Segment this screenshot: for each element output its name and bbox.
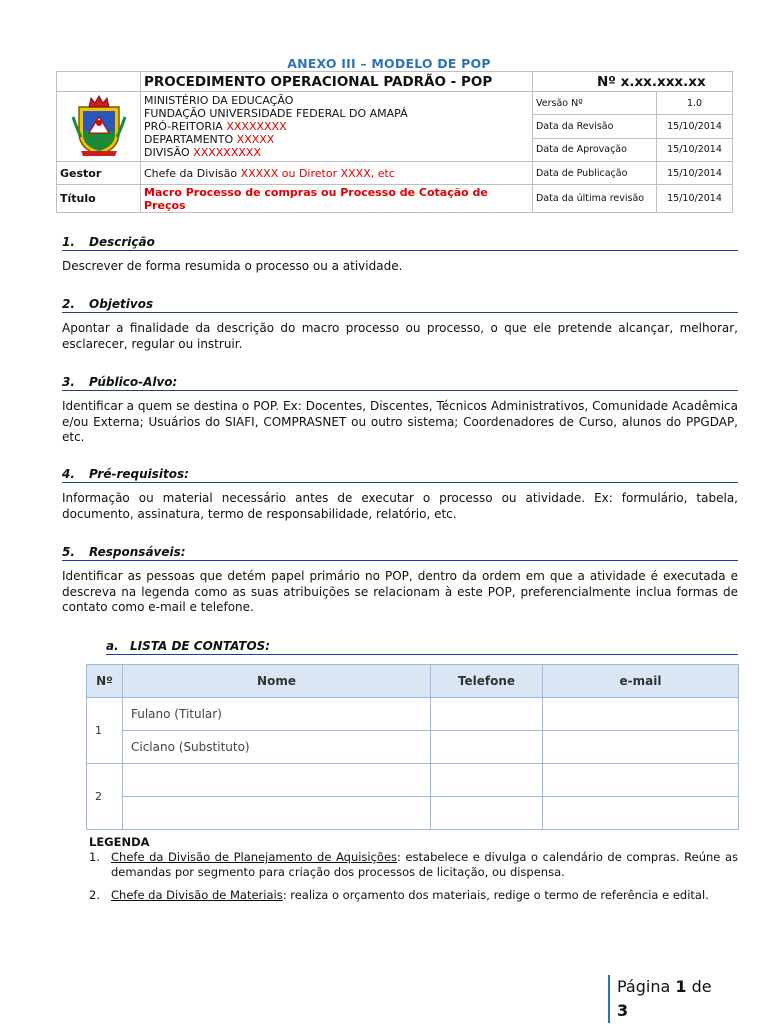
meta-value-versao: 1.0 xyxy=(657,92,733,115)
legend-term: Chefe da Divisão de Planejamento de Aquisições xyxy=(111,850,398,864)
organization-block xyxy=(141,92,533,162)
meta-label-revisao: Data da Revisão xyxy=(533,115,657,138)
section-objetivos xyxy=(62,297,738,352)
legend-text: : realiza o orçamento dos materiais, redige o termo de referência e edital. xyxy=(282,888,709,902)
column-header-telefone: Telefone xyxy=(431,665,543,698)
contact-email xyxy=(543,764,739,797)
pop-number: Nº x.xx.xxx.xx xyxy=(533,72,733,92)
table-row xyxy=(87,764,739,797)
section-descricao xyxy=(62,235,738,275)
section-text: Identificar a quem se destina o POP. Ex: Docentes, Discentes, Técnicos Administrativos, Comunidade Acadêmica e/ou Externa; Usuários do SIAFI, COMPRASNET ou outro sistema; Coordenadores de Curso, alunos do PPGDAP, etc. xyxy=(62,399,738,444)
table-row xyxy=(87,797,739,830)
titulo-value: Macro Processo de compras ou Processo de Cotação de Preços xyxy=(141,185,533,213)
contacts-heading: a. LISTA DE CONTATOS: xyxy=(106,639,738,655)
pop-header-table xyxy=(56,71,733,213)
section-text: Apontar a finalidade da descrição do macro processo ou processo, o que ele pretende alcançar, melhorar, esclarecer, regular ou instruir. xyxy=(62,321,738,351)
section-publico-alvo xyxy=(62,375,738,446)
annex-title: ANEXO III – MODELO DE POP xyxy=(287,56,491,71)
section-heading: 4. Pré-requisitos: xyxy=(62,467,738,483)
meta-value-revisao: 15/10/2014 xyxy=(657,115,733,138)
meta-label-publicacao: Data de Publicação xyxy=(533,162,657,185)
legend-number: 1. xyxy=(89,850,100,864)
legend-title: LEGENDA xyxy=(89,835,150,849)
section-heading: 5. Responsáveis: xyxy=(62,545,738,561)
university-crest xyxy=(57,92,141,162)
contacts-table xyxy=(86,664,739,830)
contact-name: Fulano (Titular) xyxy=(123,698,431,731)
crest-icon xyxy=(71,93,127,157)
contact-phone xyxy=(431,731,543,764)
contact-phone xyxy=(431,764,543,797)
contact-email xyxy=(543,698,739,731)
meta-value-aprovacao: 15/10/2014 xyxy=(657,138,733,161)
gestor-label: Gestor xyxy=(57,162,141,185)
legend-item xyxy=(89,888,738,903)
meta-label-ultima-revisao: Data da última revisão xyxy=(533,185,657,213)
section-heading: 2. Objetivos xyxy=(62,297,738,313)
table-row xyxy=(87,698,739,731)
section-text: Descrever de forma resumida o processo ou a atividade. xyxy=(62,259,403,273)
page-total: 3 xyxy=(617,1001,629,1020)
page-number: Página 1 de 3 xyxy=(608,975,737,1023)
section-text: Informação ou material necessário antes de executar o processo ou atividade. Ex: formulário, tabela, documento, assinatura, termo de responsabilidade, relatório, etc. xyxy=(62,491,738,521)
section-responsaveis xyxy=(62,545,738,616)
pop-title: PROCEDIMENTO OPERACIONAL PADRÃO - POP xyxy=(141,72,533,92)
contact-name xyxy=(123,797,431,830)
meta-value-publicacao: 15/10/2014 xyxy=(657,162,733,185)
contact-name: Ciclano (Substituto) xyxy=(123,731,431,764)
meta-label-aprovacao: Data de Aprovação xyxy=(533,138,657,161)
table-row xyxy=(87,731,739,764)
row-number: 1 xyxy=(87,698,123,764)
contact-phone xyxy=(431,698,543,731)
contact-email xyxy=(543,731,739,764)
column-header-nome: Nome xyxy=(123,665,431,698)
legend-item xyxy=(89,850,738,879)
contact-phone xyxy=(431,797,543,830)
column-header-num: Nº xyxy=(87,665,123,698)
legend-term: Chefe da Divisão de Materiais xyxy=(111,888,283,902)
contact-email xyxy=(543,797,739,830)
section-text: Identificar as pessoas que detém papel primário no POP, dentro da ordem em que a atividade é executada e descreva na legenda como as suas atribuições se relacionam à este POP, preferencialmente inclua formas de contato como e-mail e telefone. xyxy=(62,569,738,614)
contact-name xyxy=(123,764,431,797)
org-ministry: MINISTÉRIO DA EDUCAÇÃO xyxy=(144,94,294,107)
row-number: 2 xyxy=(87,764,123,830)
meta-label-versao: Versão Nº xyxy=(533,92,657,115)
gestor-value: Chefe da Divisão XXXXX ou Diretor XXXX, etc xyxy=(141,162,533,185)
org-university: FUNDAÇÃO UNIVERSIDADE FEDERAL DO AMAPÁ xyxy=(144,107,408,120)
column-header-email: e-mail xyxy=(543,665,739,698)
page-current: 1 xyxy=(675,977,687,996)
section-heading: 1. Descrição xyxy=(62,235,738,251)
meta-value-ultima-revisao: 15/10/2014 xyxy=(657,185,733,213)
org-divisao: DIVISÃO XXXXXXXXX xyxy=(144,146,261,159)
legend-number: 2. xyxy=(89,888,100,902)
org-departamento: DEPARTAMENTO XXXXX xyxy=(144,133,275,146)
org-pro-reitoria: PRÓ-REITORIA XXXXXXXX xyxy=(144,120,287,133)
section-heading: 3. Público-Alvo: xyxy=(62,375,738,391)
titulo-label: Título xyxy=(57,185,141,213)
section-pre-requisitos xyxy=(62,467,738,522)
legend-text: : estabelece e divulga o calendário de compras. Reúne as demandas por segmento para criação dos processos de licitação, ou dispensa. xyxy=(111,850,738,879)
